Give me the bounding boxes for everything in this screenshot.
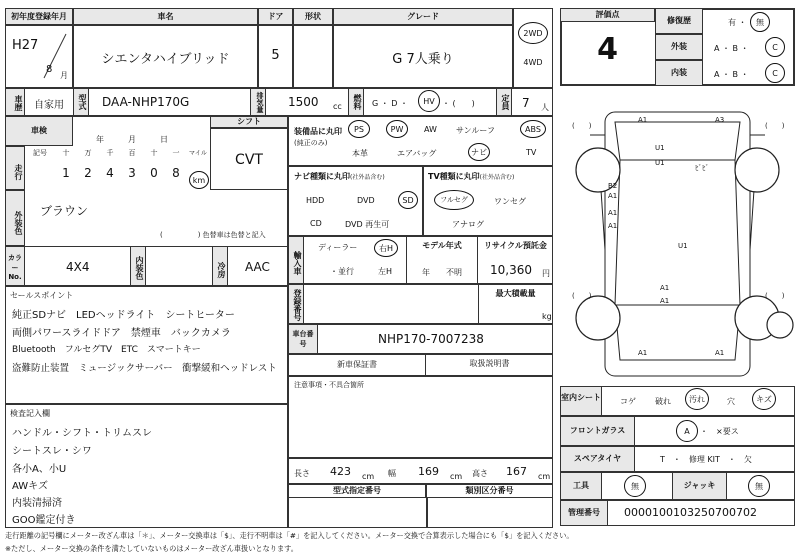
type-divider xyxy=(426,498,428,528)
navi-dvd: DVD xyxy=(357,196,375,205)
mileage-digit: 1 xyxy=(62,166,70,180)
seat-item-circled: 汚れ xyxy=(685,388,709,410)
inspector-line: GOO鑑定付き xyxy=(12,515,76,526)
ext-value: C xyxy=(765,37,785,57)
diagram-paren: ( ) xyxy=(572,122,592,130)
year-label: 初年度登録年月 xyxy=(5,8,73,25)
tv-label xyxy=(428,171,514,182)
spare-opts: T ・ 修理 KIT ・ 欠 xyxy=(660,455,752,464)
mileage-unit: 百 xyxy=(128,149,136,157)
equip-abs: ABS xyxy=(520,120,546,138)
equip-sunroof: サンルーフ xyxy=(456,126,495,135)
tv-sub: (社外品含む) xyxy=(479,174,515,181)
month-value: 8 xyxy=(46,64,53,75)
mileage-digit: 0 xyxy=(150,166,158,180)
grade-value: G 7人乗り xyxy=(392,52,454,67)
seat-item: コゲ xyxy=(620,397,636,406)
inspector-line: シートスレ・シワ xyxy=(12,446,92,457)
mileage-label: 走行 xyxy=(5,146,25,190)
equip-aw: AW xyxy=(424,125,437,134)
seat-label: 室内シート xyxy=(560,386,602,416)
equip-airbag: エアバッグ xyxy=(397,149,437,158)
year-value: H27 xyxy=(12,38,39,53)
int-label: 内装 xyxy=(655,60,703,86)
navi-sd: SD xyxy=(398,191,418,209)
diagram-tag: U1 xyxy=(655,144,665,152)
diagram-tag: A1 xyxy=(660,297,670,305)
mileage-unit: マイル xyxy=(189,150,207,157)
int-opts: A ・ B ・ xyxy=(714,70,749,79)
car-name: シエンタハイブリッド xyxy=(101,52,230,67)
diagram-tag: A1 xyxy=(608,192,618,200)
diagram-tag: A3 xyxy=(715,116,725,124)
diagram-paren: ( ) xyxy=(765,292,785,300)
doors-value: 5 xyxy=(271,48,280,63)
navi-cd: CD xyxy=(310,219,322,228)
sales-line: Bluetooth フルセグTV ETC スマートキー xyxy=(12,345,201,355)
reg-label: 登録番号 xyxy=(288,284,304,324)
mileage-digit: 8 xyxy=(172,166,180,180)
diagram-tag: U1 xyxy=(678,242,688,250)
import-label: 輸入車 xyxy=(288,236,304,284)
inspector-line: 内装清掃済 xyxy=(12,498,62,509)
sales-line: 両側パワースライドドア 禁煙車 バックカメラ xyxy=(12,328,231,339)
tv-fullseg: フルセグ xyxy=(434,190,474,210)
cap-unit: 人 xyxy=(541,103,549,112)
repair-opt: 有 ・ xyxy=(728,18,747,27)
fuel-paren: ・ ( ) xyxy=(442,99,475,108)
diagram-tag: A1 xyxy=(638,349,648,357)
mileage-digit: 2 xyxy=(84,166,92,180)
mileage-km: km xyxy=(189,171,209,189)
score-value: 4 xyxy=(597,32,618,67)
equip-pw: PW xyxy=(386,120,408,138)
wid-value: 169 xyxy=(418,465,439,478)
color-note: ( ) 色替車は色替と記入 xyxy=(160,231,266,239)
equipment-label: 装備品に丸印 xyxy=(294,127,342,136)
hei-unit: cm xyxy=(538,472,551,481)
ext-opts: A ・ B ・ xyxy=(714,44,749,53)
footer-line2: ※ただし、メーター交換の条件を満たしていないものはメーター改ざん車扱いとなります。 xyxy=(5,544,298,553)
type-label: 型式指定番号 xyxy=(288,484,426,498)
mileage-unit: 万 xyxy=(84,149,92,157)
mgmt-label: 管理番号 xyxy=(560,500,608,526)
glass-opts: ・ ×要ス xyxy=(700,427,739,436)
mileage-unit: 記号 xyxy=(33,149,47,157)
drive-2wd: 2WD xyxy=(518,22,548,44)
color-value: ブラウン xyxy=(40,204,89,218)
hei-label: 高さ xyxy=(472,469,488,478)
mgmt-value: 0000100103250700702 xyxy=(624,506,757,519)
shape-label: 形状 xyxy=(293,8,333,25)
shift-value: CVT xyxy=(235,152,263,168)
mileage-unit: 千 xyxy=(106,149,114,157)
color-label: 外装色 xyxy=(5,190,25,246)
diagram-tag: ﾋﾞﾋﾞ xyxy=(695,164,709,172)
chassis-label: 車台番号 xyxy=(288,324,318,354)
navi-label xyxy=(294,171,385,182)
month-unit: 月 xyxy=(60,71,68,80)
door-label: ドア xyxy=(258,8,293,25)
model-year-value: 年 不明 xyxy=(422,268,462,277)
mileage-digit: 4 xyxy=(106,166,114,180)
color-no-value: 4X4 xyxy=(66,260,90,274)
repair-label: 修復歴 xyxy=(655,8,703,34)
disp-unit: cc xyxy=(333,102,342,111)
equip-leather: 本革 xyxy=(352,149,368,158)
grade-label: グレード xyxy=(333,8,513,25)
import-left: 左H xyxy=(378,267,393,276)
cooler-label: 冷房 xyxy=(212,246,228,286)
len-unit: cm xyxy=(362,472,375,481)
chassis-value: NHP170-7007238 xyxy=(378,332,484,346)
diagram-paren: ( ) xyxy=(765,122,785,130)
diagram-tag: A1 xyxy=(608,222,618,230)
diagram-paren: ( ) xyxy=(572,292,592,300)
navi-hdd: HDD xyxy=(306,196,325,205)
diagram-tag: A1 xyxy=(715,349,725,357)
ext-label: 外装 xyxy=(655,34,703,60)
fuel-opts: G ・ D ・ xyxy=(372,99,408,108)
load-unit: kg xyxy=(542,312,552,321)
inspector-label: 検査記入欄 xyxy=(10,409,50,418)
wid-unit: cm xyxy=(450,472,463,481)
repair-value: 無 xyxy=(750,12,770,32)
len-label: 長さ xyxy=(294,469,310,478)
tools-value: 無 xyxy=(624,475,646,497)
diagram-tag: A1 xyxy=(638,116,648,124)
seat-item-circled: キズ xyxy=(752,388,776,410)
tv-label-text: TV種類に丸印 xyxy=(428,172,480,181)
inspector-line: AWキズ xyxy=(12,481,48,492)
mileage-unit: 十 xyxy=(62,149,70,157)
seat-item: 穴 xyxy=(727,397,735,406)
equipment-sub: (純正のみ) xyxy=(294,139,328,147)
mileage-digits xyxy=(55,166,187,182)
navi-sub: (社外品含む) xyxy=(350,174,385,181)
class-label: 類別区分番号 xyxy=(426,484,553,498)
jack-label: ジャッキ xyxy=(672,472,727,500)
load-label: 最大積載量 xyxy=(495,289,536,298)
seat-item: 破れ xyxy=(655,397,671,406)
jack-value: 無 xyxy=(748,475,770,497)
model-value: DAA-NHP170G xyxy=(102,95,190,109)
wid-label: 幅 xyxy=(388,469,396,478)
score-label: 評価点 xyxy=(560,8,655,22)
tv-analog: アナログ xyxy=(452,220,484,229)
int-color-label: 内装色 xyxy=(130,246,146,286)
import-parallel: ・並行 xyxy=(330,267,354,276)
spare-label: スペアタイヤ xyxy=(560,446,635,472)
mileage-units xyxy=(25,148,210,160)
glass-value: A xyxy=(676,420,698,442)
diagram-tag: B2 xyxy=(608,182,618,190)
diagram-tag: U1 xyxy=(655,159,665,167)
len-value: 423 xyxy=(330,465,351,478)
disp-value: 1500 xyxy=(288,95,319,109)
shape-cell xyxy=(293,25,333,88)
sales-line: 純正SDナビ LEDヘッドライト シートヒーター xyxy=(12,310,235,321)
car-diagram xyxy=(560,100,795,385)
recycle-label: リサイクル預託金 xyxy=(484,241,547,250)
recycle-unit: 円 xyxy=(542,269,550,278)
cooler-value: AAC xyxy=(245,260,270,274)
navi-dvdplay: DVD 再生可 xyxy=(345,220,390,229)
color-no-label: カラーNo. xyxy=(5,246,25,286)
inspector-line: ハンドル・シフト・トリムスレ xyxy=(12,428,152,439)
notes-label: 注意事項・不具合箇所 xyxy=(294,381,364,389)
inspection-date: 年 月 日 xyxy=(96,135,168,144)
equip-navi: ナビ xyxy=(468,143,490,161)
fuel-label: 燃料 xyxy=(348,88,364,116)
fuel-hv: HV xyxy=(418,90,440,112)
sales-line: 盗難防止装置 ミュージックサーバー 衝撃緩和ヘッドレスト xyxy=(12,363,277,374)
import-right: 右H xyxy=(374,239,398,257)
mileage-unit: 一 xyxy=(172,149,180,157)
diagram-tag: A1 xyxy=(608,209,618,217)
footer-line1: 走行距離の記号欄にメーター改ざん車は「＊」、メーター交換車は「$」、走行不明車は「#」を記入してください。メーター交換で合算表示した場合にも「$」を記入ください。 xyxy=(5,531,574,540)
mileage-digit: 3 xyxy=(128,166,136,180)
hei-value: 167 xyxy=(506,465,527,478)
car-label: 車名 xyxy=(73,8,258,25)
manual-label: 取扱説明書 xyxy=(469,359,510,368)
inspector-line: 各小A、小U xyxy=(12,464,67,475)
model-label: 型式 xyxy=(73,88,89,116)
sales-label: セールスポイント xyxy=(10,291,74,300)
recycle-value: 10,360 xyxy=(490,263,532,277)
cap-value: 7 xyxy=(522,96,530,110)
disp-label: 排気量 xyxy=(250,88,266,116)
import-dealer: ディーラー xyxy=(318,243,358,252)
warranty-label: 新車保証書 xyxy=(288,354,426,376)
int-value: C xyxy=(765,63,785,83)
usage-value: 自家用 xyxy=(34,100,64,111)
mileage-unit: 十 xyxy=(150,149,158,157)
model-year-label: モデル年式 xyxy=(422,241,462,250)
drive-cell xyxy=(513,8,553,88)
inspection-label: 車検 xyxy=(5,116,73,146)
equip-ps: PS xyxy=(348,120,370,138)
drive-4wd: 4WD xyxy=(523,58,543,67)
shift-label: シフト xyxy=(210,116,288,128)
diagram-tag: A1 xyxy=(660,284,670,292)
tv-oneseg: ワンセグ xyxy=(494,197,526,206)
usage-label: 車歴 xyxy=(5,88,25,116)
glass-label: フロントガラス xyxy=(560,416,635,446)
cap-label: 定員 xyxy=(496,88,512,116)
tools-label: 工具 xyxy=(560,472,602,500)
navi-label-text: ナビ種類に丸印 xyxy=(294,172,350,181)
equip-tv: TV xyxy=(526,148,537,157)
